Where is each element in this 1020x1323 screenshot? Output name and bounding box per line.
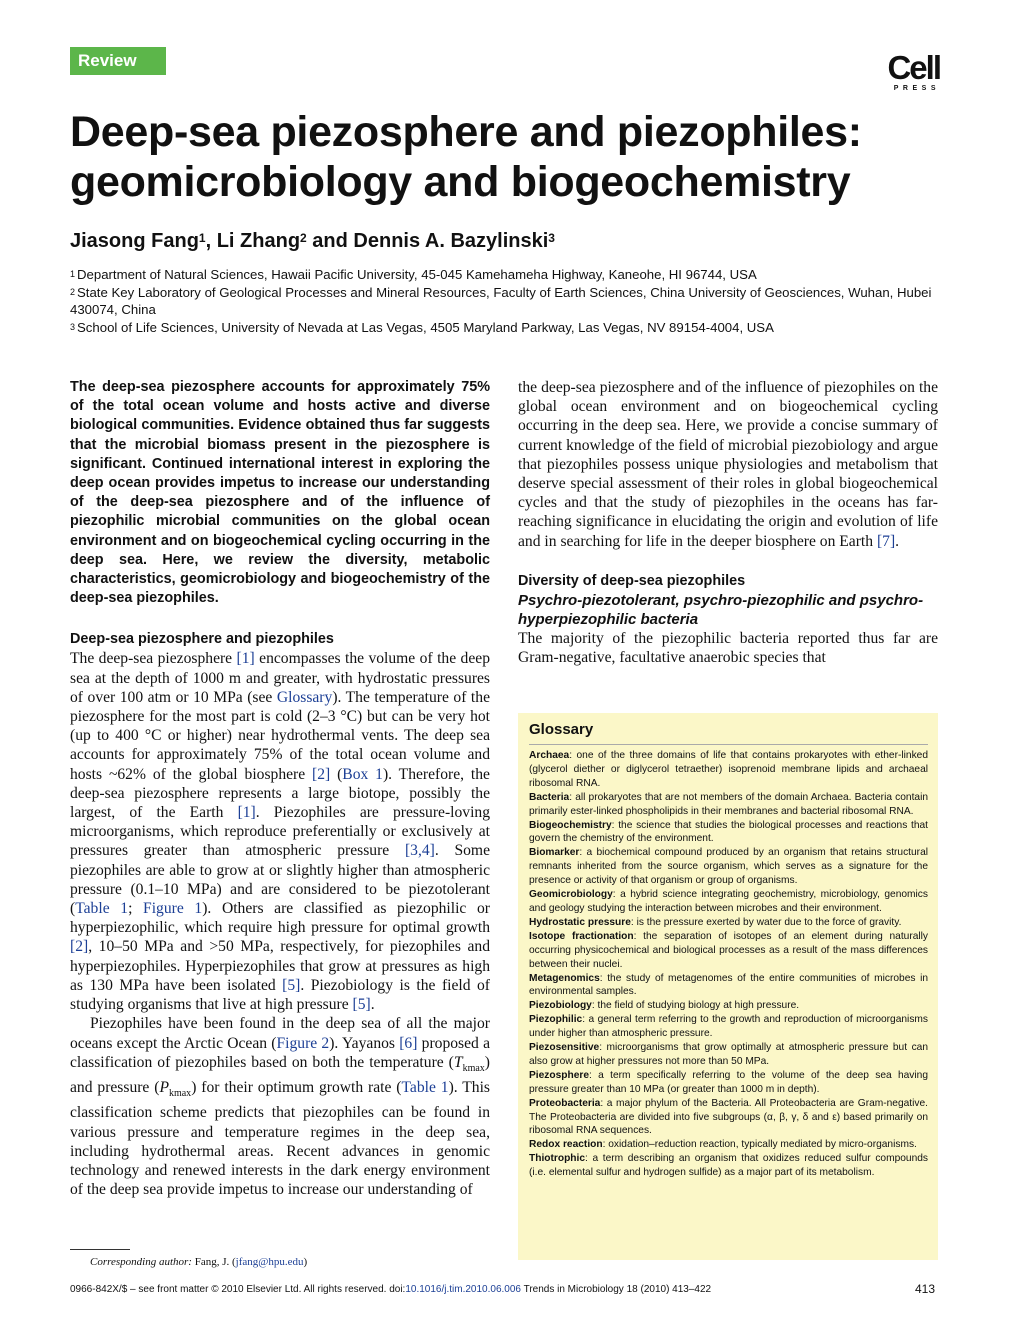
section-heading: Diversity of deep-sea piezophiles [518,572,746,589]
glossary-box [518,713,938,1260]
glossary-definition: : a term describing an organism that oxidizes reduced sulfur compounds (i.e. elemental sulfur and hydrogen sulfide) as a major part of its metabolism. [529,1153,928,1179]
affiliation [70,319,950,337]
glossary-definition: : the separation of isotopes of an element during naturally occurring physicochemical and biological processes as a result of the mass differences between their nuclei. [529,930,928,970]
footnote-label: Corresponding author: [90,1256,192,1268]
body-paragraph: The majority of the piezophilic bacteria reported thus far are Gram-negative, facultative anaerobic species that [518,629,938,667]
glossary-entry [529,888,928,916]
figure-link[interactable]: Figure 1 [143,900,203,918]
citation-link[interactable]: [6] [399,1034,418,1052]
citation-link[interactable]: [2] [70,938,89,956]
glossary-title: Glossary [529,721,594,738]
text-run: ) and pressure ( [70,1053,490,1097]
footer-copyright: 0966-842X/$ – see front matter © 2010 Elsevier Ltd. All rights reserved. doi: [70,1284,406,1295]
glossary-definition: : a hybrid science integrating geochemistry, microbiology, genomics and geology studying the interaction between microbes and their environment. [529,889,928,914]
glossary-term: Bacteria [529,791,570,803]
doi-link[interactable]: 10.1016/j.tim.2010.06.006 [405,1284,521,1295]
glossary-definition: : oxidation–reduction reaction, typically mediated by micro-organisms. [602,1139,917,1151]
glossary-entry [529,791,928,819]
glossary-entry [529,846,928,888]
author-affiliation-mark: 2 [300,231,307,245]
glossary-divider [529,744,928,745]
affiliation-text: Department of Natural Sciences, Hawaii Pacific University, 45-045 Kamehameha Highway, Kaneohe, HI 96744, USA [77,267,757,282]
text-run: . Some piezophiles are able to grow at or slightly higher than atmospheric pressure (0.1–10 MPa) and are considered to be piezotolerant ( [70,842,490,918]
footer-journal: Trends in Microbiology 18 (2010) 413–422 [520,1284,712,1295]
footnote-divider [70,1249,130,1250]
text-run: The deep-sea piezosphere [70,650,237,668]
citation-link[interactable]: [2] [312,765,331,783]
affiliation-list [70,266,950,336]
glossary-entry [529,999,928,1013]
glossary-entry-list [529,749,928,1180]
glossary-entry [529,1097,928,1139]
author-affiliation-mark: 3 [548,231,555,245]
citation-link[interactable]: [5] [282,976,301,994]
citation-link[interactable]: [1] [236,650,255,668]
glossary-entry [529,1069,928,1097]
text-run: . [370,996,375,1014]
author-separator: , [205,230,217,252]
affiliation-mark: 1 [70,269,76,279]
glossary-definition: : a term specifically referring to the volume of the deep sea having pressure greater than 10 MPa (or greater than 1000 m in depth). [529,1069,928,1095]
left-column [70,378,490,1199]
table-link[interactable]: Table 1 [401,1079,449,1097]
glossary-definition: : a general term referring to the growth and reproduction of microorganisms under higher than atmospheric pressure. [529,1014,928,1040]
text-run: Piezophiles have been found in the deep sea of all the major oceans except the Arctic Ocean ( [70,1015,490,1052]
glossary-term: Biomarker [529,847,580,859]
text-run: ). Therefore, the deep-sea piezosphere represents a large biotope, possibly the largest, of the Earth [70,765,490,822]
body-paragraph [70,649,490,1014]
glossary-link[interactable]: Glossary [276,688,333,706]
text-run: encompasses the volume of the deep sea at the depth of 1000 m and greater, with hydrostatic pressures of over 100 atm or 10 MPa (see [70,650,490,706]
glossary-entry [529,1152,928,1180]
section-heading: Deep-sea piezosphere and piezophiles [70,631,334,648]
glossary-term: Thiotrophic [529,1153,586,1165]
glossary-definition: : the study of metagenomes of the entire communities of microbes in environmental samples. [529,972,928,998]
cell-press-logo [878,49,940,93]
glossary-definition: : all prokaryotes that are not members of the domain Archaea. Bacteria contain primarily ester-linked phospholipids in their membranes and bacterial ribosomal RNA. [529,791,928,817]
glossary-entry [529,972,928,1000]
glossary-term: Redox reaction [529,1139,603,1151]
glossary-entry [529,819,928,847]
author-list [70,228,555,254]
citation-link[interactable]: [7] [876,532,896,550]
temperature-subscript: kmax [462,1062,485,1074]
page-number: 413 [914,1282,935,1296]
text-run: . Piezobiology is the field of studying organisms that live at high pressure [70,976,490,1014]
glossary-definition: : microorganisms that grow optimally at atmospheric pressure but can also grow at higher pressures not more than 50 MPa. [529,1042,928,1067]
page-footer [70,1283,930,1297]
glossary-definition: : a biochemical compound produced by an organism that retains structural remnants inherited from the source organism, which serves as a signature for the presence or activity of that organism or group of organisms. [529,847,928,887]
glossary-entry [529,1138,928,1152]
text-run: ). This classification scheme predicts that piezophiles can be found in various pressure and temperature regimes in the deep sea, including hydrothermal areas. Recent advances in genomic technology and renewed interests in the dark energy environment of the deep sea provide impetus to increase our understanding of [70,1079,490,1199]
author-name: Li Zhang [216,230,301,252]
citation-link[interactable]: [1] [237,804,256,822]
citation-link[interactable]: [5] [352,996,371,1014]
glossary-entry [529,1013,928,1041]
right-column [518,378,938,667]
text-run: . Piezophiles are pressure-loving microorganisms, which reproduce preferentially or exclusively at pressures greater than atmospheric pressure [70,804,490,860]
footnote-close: ) [303,1256,308,1268]
author-separator: and [306,230,354,252]
footnote-name: Fang, J. ( [191,1256,236,1268]
affiliation-text: School of Life Sciences, University of Nevada at Las Vegas, 4505 Maryland Parkway, Las Vegas, NV 89154-4004, USA [77,319,774,335]
pressure-subscript: kmax [168,1088,192,1100]
abstract: The deep-sea piezosphere accounts for approximately 75% of the total ocean volume and hosts active and diverse biological communities. Evidence obtained thus far suggests that the microbial biomass present in the piezosphere is significant. Continued international interest in exploring the deep ocean provides impetus to increase our understanding of the deep-sea piezosphere and of the influence of piezophilic microbial communities on the global ocean environment and on biogeochemical cycling occurring in the deep sea. Here, we review the diversity, metabolic characteristics, geomicrobiology and biogeochemistry of the deep-sea piezophiles. [70,379,490,607]
glossary-term: Proteobacteria [529,1097,601,1109]
glossary-term: Hydrostatic pressure [529,916,631,928]
glossary-term: Geomicrobiology [529,889,613,901]
subsection-heading: Psychro-piezotolerant, psychro-piezophilic and psychro-hyperpiezophilic bacteria [518,591,924,628]
text-run: ). Yayanos [329,1034,400,1052]
glossary-entry [529,930,928,972]
table-link[interactable]: Table 1 [75,900,129,918]
author-name: Jiasong Fang [70,230,199,252]
author-affiliation-mark: 1 [198,231,206,245]
affiliation-text: State Key Laboratory of Geological Processes and Mineral Resources, Faculty of Earth Sciences, China University of Geosciences, Wuhan, Hubei 430074, China [70,284,932,317]
temperature-symbol: T [453,1053,463,1071]
glossary-term: Metagenomics [529,972,600,984]
text-run: . [895,532,900,550]
box-link[interactable]: Box 1 [342,765,383,783]
glossary-definition: : a major phylum of the Bacteria. All Proteobacteria are Gram-negative. The Proteobacteria are divided into five subgroups (α, β, γ, δ and ε) based primarily on ribosomal RNA sequences. [529,1097,928,1137]
glossary-entry [529,916,928,930]
glossary-definition: : one of the three domains of life that contains prokaryotes with ether-linked (glycerol diether or diglycerol tetraether) isoprenoid membrane lipids and archaeal ribosomal RNA. [529,750,928,789]
text-run: proposed a classification of piezophiles based on both the temperature ( [70,1034,490,1071]
article-title: Deep-sea piezosphere and piezophiles: geomicrobiology and biogeochemistry [70,108,862,206]
body-paragraph [518,378,938,551]
cell-logo-press: PRESS [893,85,940,92]
glossary-definition: : is the pressure exerted by water due to the force of gravity. [630,916,902,928]
text-run: ( [330,765,343,783]
affiliation [70,266,950,284]
glossary-term: Piezobiology [529,1000,592,1012]
glossary-term: Piezosphere [529,1069,590,1081]
glossary-term: Biogeochemistry [529,819,612,831]
glossary-entry [529,1041,928,1069]
affiliation-mark: 3 [70,321,76,332]
glossary-term: Isotope fractionation [529,930,634,942]
glossary-definition: : the science that studies the biological processes and reactions that govern the chemistry of the environment. [529,819,928,845]
author-name: Dennis A. Bazylinski [353,230,549,252]
affiliation [70,284,950,319]
affiliation-mark: 2 [70,286,76,297]
cell-logo-word: Cell [887,49,940,86]
text-run: the deep-sea piezosphere and of the influence of piezophiles on the global ocean environment and on biogeochemical cycling occurring in the deep sea. Here, we provide a concise summary of current knowledge of the field of microbial piezobiology and argue that piezophiles possess unique physiologies and metabolism that deserve special assessment of their roles in global biogeochemical cycles and that the study of piezophiles in the oceans has far-reaching significance in elucidating the origin and evolution of life and in searching for life in the deeper biosphere on Earth [518,379,938,550]
text-run: ) for their optimum growth rate ( [191,1079,402,1097]
body-paragraph [70,1014,490,1199]
glossary-term: Piezophilic [529,1014,583,1026]
text-run: , 10–50 MPa and >50 MPa, respectively, for piezophiles and hyperpiezophiles. Hyperpiezophiles that grow at pressures as high as 130 MPa have been isolated [70,938,490,994]
text-run: ). The temperature of the piezosphere for the most part is cold (2–3 °C) but can be very hot (up to 400 °C or higher) near hydrothermal vents. The deep sea accounts for approximately 75% of the total ocean volume and hosts ~62% of the global biosphere [70,688,490,783]
glossary-definition: : the field of studying biology at high pressure. [591,1000,800,1012]
text-run: ). Others are classified as piezophilic or hyperpiezophilic, which require high pressure for optimal growth [70,900,490,937]
figure-link[interactable]: Figure 2 [276,1034,330,1052]
glossary-entry [529,749,928,791]
review-badge: Review [70,47,166,75]
glossary-term: Archaea [529,750,570,761]
glossary-term: Piezosensitive [529,1042,600,1054]
corresponding-author-note [90,1255,307,1269]
text-run: ; [128,900,144,918]
citation-link[interactable]: [3,4] [404,842,435,860]
email-link[interactable]: jfang@hpu.edu [235,1256,304,1268]
pressure-symbol: P [159,1079,169,1097]
